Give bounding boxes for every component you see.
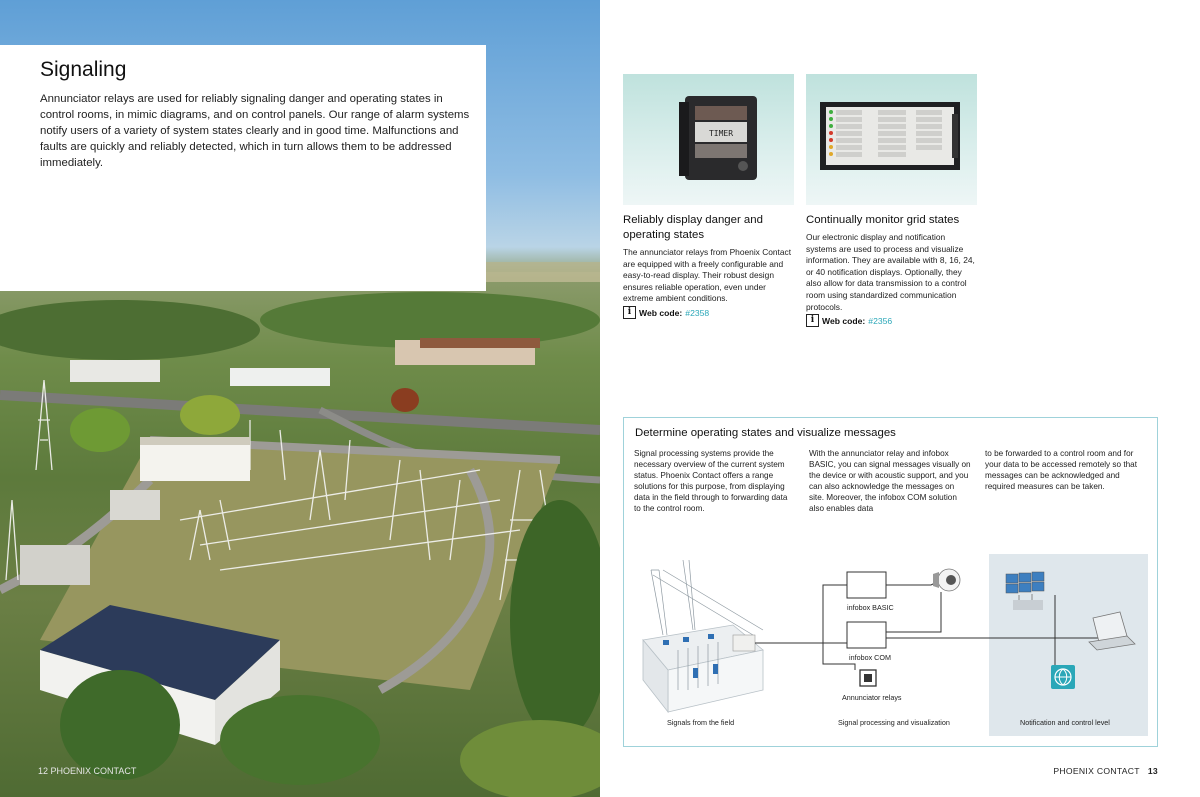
info-icon: i [623,306,636,319]
section-column-1: Signal processing systems provide the necessary overview of the current system status. Phoenix Contact offers a range solutions for this purpose, from displaying data in the field through to forwarding data to the control room. [634,449,788,513]
zone-field-label: Signals from the field [667,718,735,727]
page-folio-left: 12 PHOENIX CONTACT [38,766,137,776]
horn-icon [933,569,960,591]
product-2-body: Our electronic display and notification systems are used to process and visualize information. They are available with 8, 16, 24, or 40 notification displays. Optionally, they also allow for data transmission to a control room using standardized communication protocols. [806,232,975,312]
page-number: 13 [1147,766,1158,776]
relay-display-text: TIMER [708,129,734,138]
product-1-body: The annunciator relays from Phoenix Contact are equipped with a freely configurable and easy-to-read display. Their robust design ensures reliable operation, even under extreme ambient conditions. [623,247,792,304]
page-title: Signaling [40,58,127,81]
infobox-com-label: infobox COM [849,653,891,662]
annunciator-relay-image [623,74,794,205]
zone-processing-label: Signal processing and visualization [838,718,950,727]
globe-icon [1051,665,1075,689]
infobox-com-device [847,622,886,648]
product-2-heading: Continually monitor grid states [806,214,960,226]
intro-paragraph: Annunciator relays are used for reliably signaling danger and operating states in control rooms, in mimic diagrams, and on control panels. Our range of alarm systems notify users of a variety of system states clearly and in good time. Malfunctions and faults are quickly and reliably detected, which in turn allows them to be addressed immediately. [40,93,470,169]
substation-illustration [643,560,763,712]
notification-display-image [806,74,977,205]
zone-notification-label: Notification and control level [1020,718,1110,727]
brand-name: PHOENIX CONTACT [1053,766,1140,776]
product-1-webcode [623,306,709,319]
page-folio-right [1053,766,1158,776]
infobox-basic-label: infobox BASIC [847,603,894,612]
webcode-label: Web code: [639,307,683,318]
annunciator-relays-label: Annunciator relays [842,693,902,702]
info-icon: i [806,314,819,327]
section-title: Determine operating states and visualize messages [635,427,896,439]
product-1-heading: Reliably display danger and operating states [623,214,763,241]
webcode-link[interactable]: #2356 [868,315,893,326]
signal-flow-diagram [623,540,1158,740]
webcode-label: Web code: [822,315,866,326]
section-column-3: to be forwarded to a control room and for your data to be accessed remotely so that messages can be acknowledged and required measures can be taken. [985,449,1138,491]
section-column-2: With the annunciator relay and infobox BASIC, you can signal messages visually on the device or with acoustic support, and you can also acknowledge the messages on site. Moreover, the infobox COM solution also enables data [809,449,971,513]
infobox-basic-device [847,572,886,598]
webcode-link[interactable]: #2358 [685,307,710,318]
product-2-webcode [806,314,892,327]
